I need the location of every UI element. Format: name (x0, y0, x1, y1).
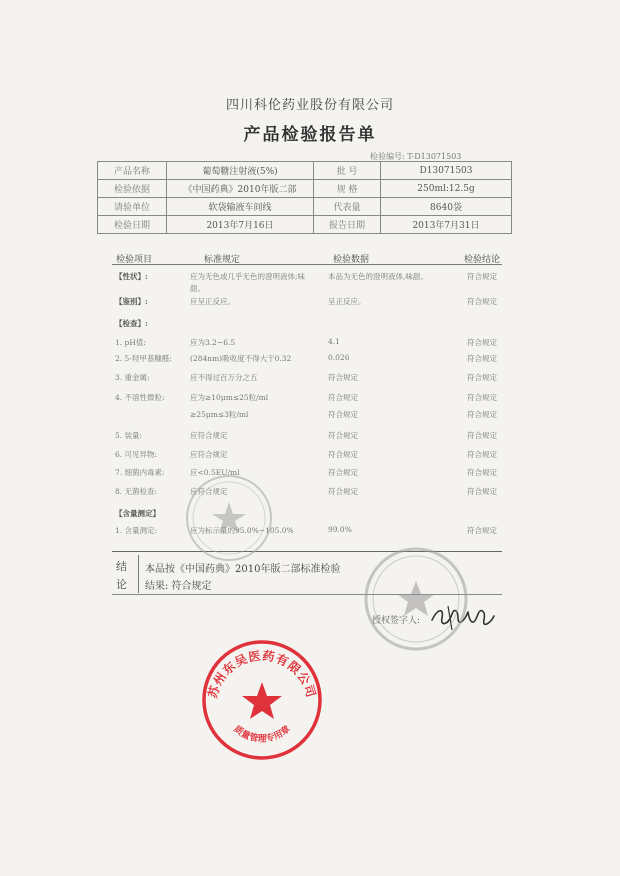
info-label: 检验日期 (98, 216, 167, 234)
test-conclusion: 符合规定 (467, 468, 497, 477)
test-item: 【含量测定】 (115, 509, 160, 518)
company-name: 四川科伦药业股份有限公司 (225, 98, 394, 113)
test-conclusion: 符合规定 (467, 526, 497, 535)
test-conclusion: 符合规定 (467, 393, 497, 402)
test-result-row (0, 372, 620, 386)
test-standard: 应符合规定 (190, 431, 228, 440)
test-result-row (0, 525, 620, 539)
info-row (98, 216, 512, 234)
test-standard: 应为3.2~6.5 (190, 338, 236, 347)
test-standard: 甜。 (190, 284, 205, 293)
red-quality-seal (198, 636, 326, 764)
report-number: 检验编号: T-D13071503 (370, 152, 462, 161)
info-row (98, 198, 512, 216)
info-value: 葡萄糖注射液(5%) (167, 162, 314, 180)
test-item: 8. 无菌检查: (115, 487, 158, 496)
report-title: 产品检验报告单 (243, 125, 377, 145)
test-result: 符合规定 (328, 431, 358, 440)
test-standard: 应为标示量的95.0%~105.0% (190, 526, 294, 535)
test-item: 1. pH值: (115, 338, 146, 347)
test-conclusion: 符合规定 (467, 338, 497, 347)
test-result: 本品为无色的澄明液体,味甜。 (328, 272, 428, 281)
test-result: 4.1 (328, 337, 340, 346)
test-item: 【检查】: (115, 319, 148, 328)
conclusion-text: 本品按《中国药典》2010年版二部标准检验 (145, 564, 341, 575)
approver-label: 授权签字人: (372, 616, 421, 626)
test-result-row (0, 409, 620, 423)
info-value: 8640袋 (381, 198, 512, 216)
info-value: 《中国药典》2010年版二部 (167, 180, 314, 198)
test-conclusion: 符合规定 (467, 450, 497, 459)
company-seal-gray (360, 543, 472, 655)
test-result-row (0, 296, 620, 310)
test-result-row (0, 318, 620, 332)
test-result: 符合规定 (328, 487, 358, 496)
column-header-result: 检验数据 (333, 255, 370, 265)
test-item: 5. 装量: (115, 431, 143, 440)
info-label: 报告日期 (314, 216, 381, 234)
test-item: 1. 含量测定: (115, 526, 158, 535)
test-result: 符合规定 (328, 450, 358, 459)
conclusion-label-bottom: 论 (116, 578, 127, 591)
test-conclusion: 符合规定 (467, 272, 497, 281)
info-value: 2013年7月31日 (381, 216, 512, 234)
test-result-row (0, 508, 620, 522)
test-result-row (0, 486, 620, 500)
conclusion-separator (138, 555, 139, 593)
test-result: 符合规定 (328, 410, 358, 419)
test-result: 符合规定 (328, 468, 358, 477)
conclusion-label-top: 结 (116, 560, 127, 573)
test-standard: 应为无色或几乎无色的澄明液体;味 (190, 272, 306, 281)
test-item: 6. 可见异物: (115, 450, 158, 459)
test-item: 【鉴别】: (115, 297, 148, 306)
test-result: 符合规定 (328, 373, 358, 382)
info-label: 规 格 (314, 180, 381, 198)
column-header-conclusion: 检验结论 (464, 255, 501, 265)
test-result-row (0, 467, 620, 481)
info-row (98, 180, 512, 198)
test-result: 呈正反应。 (328, 297, 366, 306)
column-header-standard: 标准规定 (204, 255, 241, 265)
red-seal-subtext: 质量管理专用章 (231, 724, 293, 745)
info-label: 请验单位 (98, 198, 167, 216)
test-result-row (0, 449, 620, 463)
info-value: 软袋输液车间线 (167, 198, 314, 216)
test-result: 0.026 (328, 353, 350, 362)
red-seal-text: 苏州东吴医药有限公司 (205, 648, 319, 700)
test-standard: 应呈正反应。 (190, 297, 235, 306)
info-value: D13071503 (381, 162, 512, 180)
test-item: 3. 重金属: (115, 373, 150, 382)
info-value: 250ml:12.5g (381, 180, 512, 198)
product-info-table (97, 161, 512, 234)
test-result-row (0, 430, 620, 444)
test-standard: 应为≥10μm≤25粒/ml (190, 393, 269, 402)
svg-text:质量管理专用章 (231, 723, 292, 745)
test-item: 【性状】: (115, 272, 148, 281)
info-label: 代表量 (314, 198, 381, 216)
test-conclusion: 符合规定 (467, 354, 497, 363)
test-result-row (0, 337, 620, 351)
conclusion-result: 结果: 符合规定 (145, 581, 212, 592)
test-item: 7. 细菌内毒素: (115, 468, 165, 477)
test-standard: 应符合规定 (190, 450, 228, 459)
info-label: 批 号 (314, 162, 381, 180)
test-conclusion: 符合规定 (467, 487, 497, 496)
test-standard: (284nm)吸收度不得大于0.32 (190, 354, 292, 363)
test-result: 符合规定 (328, 393, 358, 402)
company-seal-faint (183, 472, 275, 564)
test-result: 99.0% (328, 525, 352, 534)
test-result-row (0, 392, 620, 406)
test-result-row (0, 283, 620, 297)
header-divider (112, 264, 502, 265)
info-row (98, 162, 512, 180)
test-conclusion: 符合规定 (467, 373, 497, 382)
test-standard: 应<0.5EU/ml (190, 468, 240, 477)
test-item: 2. 5-羟甲基糠醛: (115, 354, 172, 363)
column-header-item: 检验项目 (116, 255, 153, 265)
test-item: 4. 不溶性微粒: (115, 393, 165, 402)
info-value: 2013年7月16日 (167, 216, 314, 234)
info-label: 产品名称 (98, 162, 167, 180)
info-label: 检验依据 (98, 180, 167, 198)
test-conclusion: 符合规定 (467, 297, 497, 306)
test-conclusion: 符合规定 (467, 410, 497, 419)
test-conclusion: 符合规定 (467, 431, 497, 440)
test-standard: ≥25μm≤3粒/ml (190, 410, 249, 419)
test-result-row (0, 353, 620, 367)
test-standard: 应符合规定 (190, 487, 228, 496)
test-standard: 应不得过百万分之五 (190, 373, 258, 382)
